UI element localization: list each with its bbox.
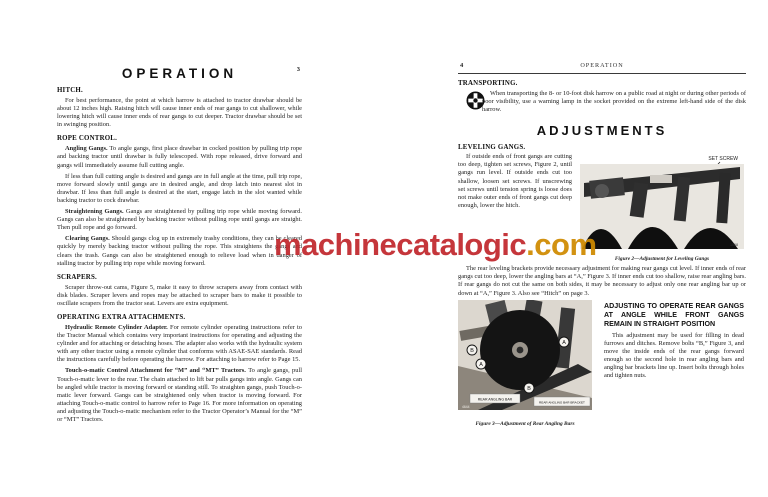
left-page-header (57, 66, 302, 81)
paragraph-text: Scraper throw-out cams, Figure 5, make it easy to throw scrapers away from contact with disk blades. Scraper levers and ropes may be attached to scraper bars to make it possible to oscillate scrapers from the tractor seat. Levers are extra equipment. (57, 283, 302, 307)
paragraph-text: This adjustment may be used for filling in dead furrows and ditches. Remove bolts “B,” Figure 3, and move the inside ends of the rear gangs forward enough so the second hole in rear angling bars and angling bar brackets line up. Insert bolts through holes and tighten nuts. (604, 331, 744, 380)
paragraph (57, 208, 302, 232)
paragraph (57, 284, 302, 308)
paragraph (57, 145, 302, 169)
paragraph-lead: Angling Gangs. (65, 145, 108, 153)
paragraph (57, 97, 302, 129)
section-transporting (458, 80, 746, 114)
paragraph-text: To angle gangs, first place drawbar in cocked position by pulling trip rope and backing tractor until drawbar is fully telescoped. With rope released, drive forward and gangs will immediately assume full cutting angle. (57, 145, 302, 169)
figure-2 (580, 153, 744, 262)
rear-angling-block (458, 300, 746, 427)
section-heading: LEVELING GANGS. (458, 144, 526, 152)
callout-b-left: B (470, 347, 474, 354)
paragraph (57, 367, 302, 424)
site-watermark (274, 227, 597, 263)
figure-2-caption: Figure 2—Adjustment for Leveling Gangs (614, 256, 710, 263)
watermark-suffix: .com (526, 227, 597, 262)
watermark-main: machinecatalogic (274, 227, 527, 262)
paragraph-text: Should gangs clog up in extremely trashy conditions, they can be cleared quickly by merely backing tractor without pulling the rope. This straightens the gangs and clears the trash. Gangs can also be straightened enough to relieve load when in danger of stalling tractor by pulling trip rope while moving forward. (57, 235, 302, 267)
figure-3 (458, 300, 592, 427)
angle-adjust-column (604, 300, 744, 427)
paragraph (458, 265, 746, 297)
section-heading: ROPE CONTROL. (57, 135, 118, 143)
section-heading: HITCH. (57, 87, 83, 94)
paragraph-text: The rear leveling brackets provide necessary adjustment for making rear gangs cut level. If inner ends of rear gangs cut too deep, lower the angling bars at “A,” Figure 3. If inner ends cut too shallow, raise rear angling bars. If rear gangs do not cut the same on both sides, it may be necessary to adjust only one rear angling bar up or down at “A,” Figure 3. Also see “Hitch” on page 3. (458, 265, 746, 297)
rear-angling-bar-label: REAR ANGLING BAR (477, 397, 513, 402)
figure-3-caption: Figure 3—Adjustment of Rear Angling Bars (475, 420, 575, 427)
paragraph-text: For remote cylinder operating instructions refer to the Tractor Manual which contains very important instructions for operating and adjusting the cylinder and for attaching or detaching hoses. The adapter also works with the hydraulic system with any other tractor using a remote cylinder that conforms with ASAE-SAE standards. Read the instructions carefully before operating the harrow. For attaching to harrow refer to Page 15. (57, 323, 302, 364)
manual-page-3 (57, 66, 302, 424)
photo-code: 4644 (462, 404, 470, 409)
paragraph (604, 332, 744, 381)
paragraph-text: If less than full cutting angle is desired and gangs are in full angle at the time, pull trip rope, move forward slowly until gangs are in desired angle, and drop latch into nearest slot in drawbar. If less than full angle is desired at the start, engage latch in the slot wanted while backing tractor to cock drawbar. (57, 172, 302, 204)
running-title: OPERATION (580, 62, 624, 69)
paragraph (57, 324, 302, 364)
rear-angling-photo (458, 300, 592, 414)
adjustments-title: ADJUSTMENTS (536, 123, 668, 139)
section-operating-extra-attachments (57, 314, 302, 424)
paragraph-text: To angle gangs, pull Touch-o-matic lever to the rear. The chain attached to lift bar pulls gangs into angle. Gangs can be angled while tractor is moving forward or standing still. To straighten gangs, push Touch-o-matic lever forward. Gangs can be straightened only when tractor is moving forward. For attaching Touch-o-matic control to harrow refer to Page 16. For more information on operating and adjusting the Touch-o-matic mechanism refer to the Tractor Operator’s Manual for the “M” or “MT” Tractors. (57, 367, 302, 423)
paragraph-text: If outside ends of front gangs are cutting too deep, tighten set screws, Figure 2, until gangs run level. If outside ends cut too shallow, loosen set screws. If unscrewing set screws until tension spring is loose does not make outer ends of front gangs cut deep enough, lower the hitch. (458, 153, 572, 209)
paragraph (458, 90, 746, 114)
page-number: 4 (460, 62, 464, 69)
right-page-header (458, 62, 746, 74)
section-hitch (57, 87, 302, 129)
callout-b-bottom: B (527, 385, 531, 392)
paragraph-text: Gangs are straightened by pulling trip rope while moving forward. Gangs can also be straightened by backing tractor without pulling rope until gangs are straight. Then pull rope and go forward. (57, 208, 302, 232)
page-title: OPERATION (121, 66, 238, 81)
paragraph (57, 235, 302, 267)
paragraph-lead: Straightening Gangs. (65, 208, 124, 216)
section-heading: TRANSPORTING. (458, 80, 518, 87)
callout-a-left: A (479, 361, 483, 368)
paragraph-text: When transporting the 8- or 10-foot disk harrow on a public road at night or during other periods of poor visibility, use a warning lamp in the socket provided on the extreme left-hand side of the disk harrow. (482, 90, 746, 114)
section-scrapers (57, 274, 302, 308)
section-heading: SCRAPERS. (57, 273, 97, 281)
callout-a-right: A (562, 339, 566, 346)
paragraph-text: For best performance, the point at which harrow is attached to tractor drawbar should be about 12 inches high. Raising hitch will cause inner ends of rear gangs to cut shallower, while lowering hitch will cause inner ends of rear gangs to cut deeper. Tractor drawbar should be set in swinging position. (57, 97, 302, 129)
angle-adjust-heading: ADJUSTING TO OPERATE REAR GANGS AT ANGLE WHILE FRONT GANGS REMAIN IN STRAIGHT POSITION (604, 301, 744, 328)
photo-code: 1068 (730, 243, 738, 248)
page-number: 3 (296, 66, 300, 73)
section-rope-control (57, 135, 302, 267)
leveling-gangs-photo (580, 153, 744, 249)
section-heading: OPERATING EXTRA ATTACHMENTS. (57, 313, 186, 321)
paragraph (57, 173, 302, 205)
rear-angling-bar-bracket-label: REAR ANGLING BAR BRACKET (539, 400, 585, 405)
paragraph-lead: Hydraulic Remote Cylinder Adapter. (65, 323, 168, 331)
paragraph-lead: Touch-o-matic Control Attachment for “M” and “MT” Tractors. (65, 367, 246, 375)
set-screw-label: SET SCREW (708, 156, 738, 163)
paragraph-lead: Clearing Gangs. (65, 235, 110, 243)
safety-emblem-icon (458, 91, 477, 110)
